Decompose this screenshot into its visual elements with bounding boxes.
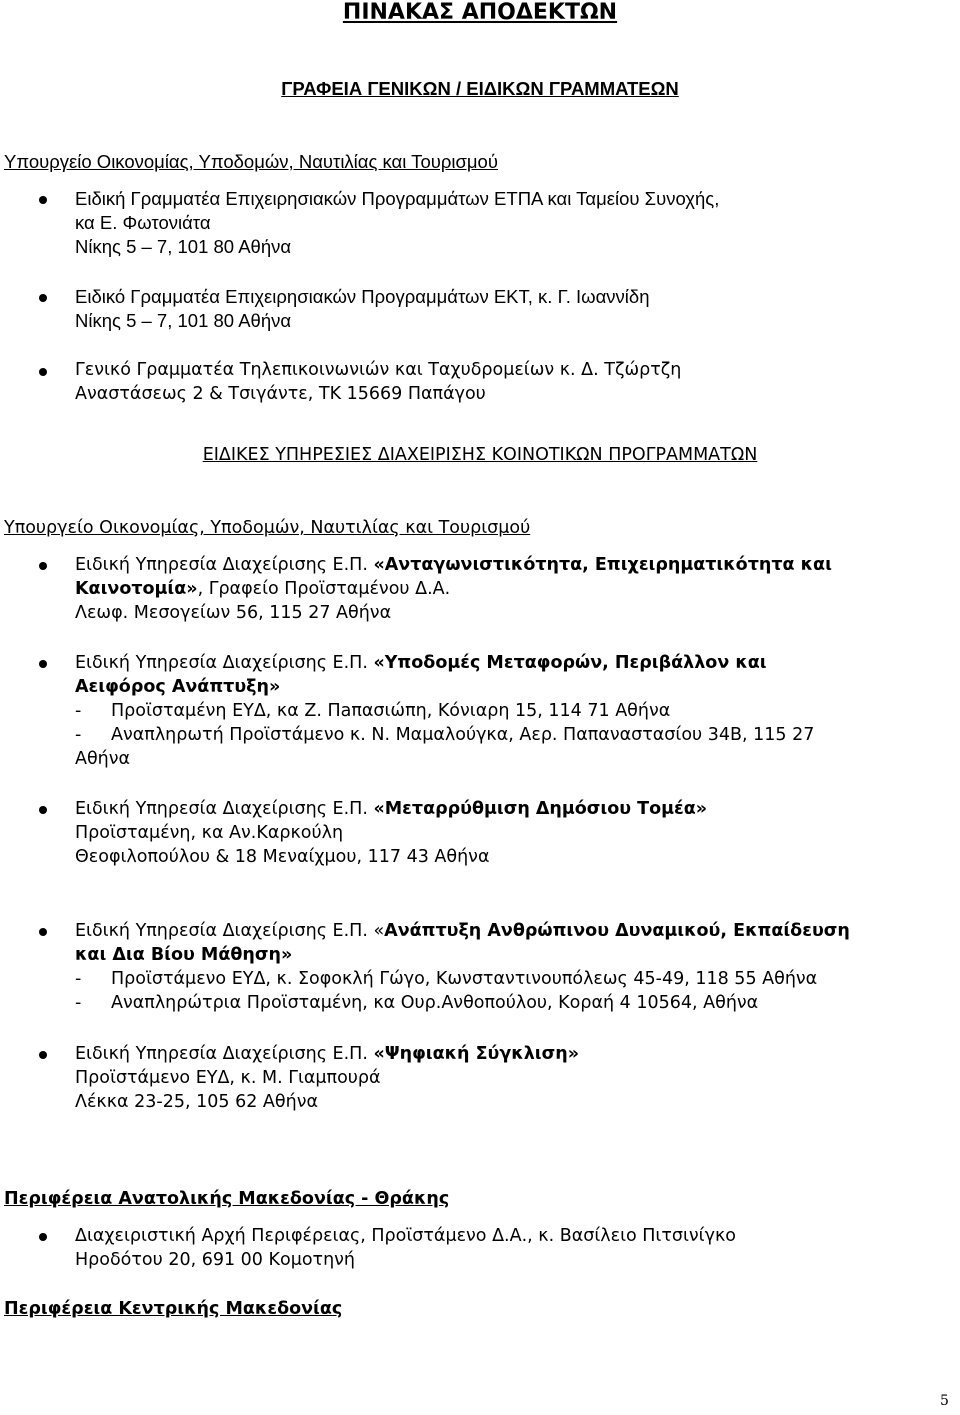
- address-line: Νίκης 5 – 7, 101 80 Αθήνα: [75, 310, 292, 331]
- list-item: [75, 651, 935, 771]
- address-line: Ηροδότου 20, 691 00 Κομοτηνή: [75, 1250, 356, 1270]
- list-item: [75, 553, 935, 625]
- person-line: Προϊσταμένη, κα Αν.Καρκούλη: [75, 823, 344, 843]
- address-line: Θεοφιλοπούλου & 18 Μεναίχμου, 117 43 Αθήνα: [75, 847, 490, 867]
- recipient-line: Ειδική Γραμματέα Επιχειρησιακών Προγραμμάτων ΕΤΠΑ και Ταμείου Συνοχής,: [75, 188, 720, 209]
- programme-name: Καινοτομία»: [75, 579, 198, 599]
- person-line: Προϊστάμενο ΕΥΔ, κ. Μ. Γιαμπουρά: [75, 1068, 381, 1088]
- page-number: 5: [940, 1393, 949, 1409]
- bullet-icon: [39, 368, 47, 376]
- bullet-icon: [39, 928, 47, 936]
- list-item: [75, 1042, 935, 1114]
- bullet-icon: [39, 1051, 47, 1059]
- programme-name: Αειφόρος Ανάπτυξη»: [75, 677, 281, 697]
- dash-marker: -: [75, 701, 82, 721]
- bullet-icon: [39, 562, 47, 570]
- bullet-icon: [39, 294, 47, 302]
- service-prefix: Ειδική Υπηρεσία Διαχείρισης Ε.Π.: [75, 555, 374, 575]
- address-line: Αναστάσεως 2 & Τσιγάντε, ΤΚ 15669 Παπάγου: [75, 384, 486, 404]
- programme-name: «Υποδομές Μεταφορών, Περιβάλλον και: [373, 653, 767, 673]
- programme-name: «Ψηφιακή Σύγκλιση»: [373, 1044, 580, 1064]
- page-title: ΠΙΝΑΚΑΣ ΑΠΟΔΕΚΤΩΝ: [342, 0, 618, 25]
- office-text: , Γραφείο Προϊσταμένου Δ.Α.: [197, 579, 451, 599]
- list-item: [75, 919, 935, 1015]
- address-line: Λεωφ. Μεσογείων 56, 115 27 Αθήνα: [75, 603, 392, 623]
- ministry-heading: Υπουργείο Οικονομίας, Υποδομών, Ναυτιλίας και Τουρισμού: [4, 151, 498, 172]
- service-prefix: Ειδική Υπηρεσία Διαχείρισης Ε.Π.: [75, 653, 374, 673]
- address-line: Αθήνα: [75, 749, 131, 769]
- list-item: [75, 797, 935, 869]
- service-prefix: Ειδική Υπηρεσία Διαχείρισης Ε.Π. «: [75, 921, 385, 941]
- dash-marker: -: [75, 993, 82, 1013]
- person-line: Προϊσταμένη ΕΥΔ, κα Ζ. Πaπασιώπη, Κόνιαρη 15, 114 71 Αθήνα: [111, 701, 671, 721]
- programme-name: «Ανταγωνιστικότητα, Επιχειρηματικότητα και: [373, 555, 832, 575]
- bullet-icon: [39, 806, 47, 814]
- recipient-line: Ειδικό Γραμματέα Επιχειρησιακών Προγραμμάτων ΕΚΤ, κ. Γ. Ιωαννίδη: [75, 286, 650, 307]
- service-prefix: Ειδική Υπηρεσία Διαχείρισης Ε.Π.: [75, 1044, 374, 1064]
- dash-marker: -: [75, 725, 82, 745]
- address-line: Λέκκα 23-25, 105 62 Αθήνα: [75, 1092, 319, 1112]
- list-item: [75, 187, 935, 259]
- section-heading-general-secretariats: ΓΡΑΦΕΙΑ ΓΕΝΙΚΩΝ / ΕΙΔΙΚΩΝ ΓΡΑΜΜΑΤΕΩΝ: [281, 78, 679, 99]
- programme-name: Ανάπτυξη Ανθρώπινου Δυναμικού, Εκπαίδευση: [384, 921, 850, 941]
- list-item: [75, 1224, 935, 1272]
- region-heading-east-macedonia-thrace: Περιφέρεια Ανατολικής Μακεδονίας - Θράκης: [4, 1189, 450, 1209]
- section-heading-special-services: ΕΙΔΙΚΕΣ ΥΠΗΡΕΣΙΕΣ ΔΙΑΧΕΙΡΙΣΗΣ ΚΟΙΝΟΤΙΚΩΝ ΠΡΟΓΡΑΜΜΑΤΩΝ: [202, 445, 758, 465]
- recipient-line: Γενικό Γραμματέα Τηλεπικοινωνιών και Ταχυδρομείων κ. Δ. Τζώρτζη: [75, 360, 682, 380]
- list-item: [75, 285, 935, 333]
- region-heading-central-macedonia: Περιφέρεια Κεντρικής Μακεδονίας: [4, 1299, 343, 1319]
- address-line: Νίκης 5 – 7, 101 80 Αθήνα: [75, 236, 292, 257]
- recipient-line: κα Ε. Φωτονιάτα: [75, 212, 211, 233]
- bullet-icon: [39, 196, 47, 204]
- person-line: Αναπληρωτή Προϊστάμενο κ. Ν. Μαμαλούγκα, Αερ. Παπαναστασίου 34Β, 115 27: [111, 725, 815, 745]
- dash-marker: -: [75, 969, 82, 989]
- bullet-icon: [39, 660, 47, 668]
- programme-name: «Μεταρρύθμιση Δημόσιου Τομέα»: [373, 799, 708, 819]
- person-line: Αναπληρώτρια Προϊσταμένη, κα Ουρ.Ανθοπούλου, Κοραή 4 10564, Αθήνα: [111, 993, 759, 1013]
- person-line: Προϊστάμενο ΕΥΔ, κ. Σοφοκλή Γώγο, Κωνσταντινουπόλεως 45-49, 118 55 Αθήνα: [111, 969, 818, 989]
- programme-name: και Δια Βίου Μάθηση»: [75, 945, 293, 965]
- list-item: [75, 358, 935, 406]
- ministry-heading: Υπουργείο Οικονομίας, Υποδομών, Ναυτιλίας και Τουρισμού: [4, 518, 531, 538]
- bullet-icon: [39, 1233, 47, 1241]
- recipient-line: Διαχειριστική Αρχή Περιφέρειας, Προϊστάμενο Δ.Α., κ. Βασίλειο Πιτσινίγκο: [75, 1226, 736, 1246]
- service-prefix: Ειδική Υπηρεσία Διαχείρισης Ε.Π.: [75, 799, 374, 819]
